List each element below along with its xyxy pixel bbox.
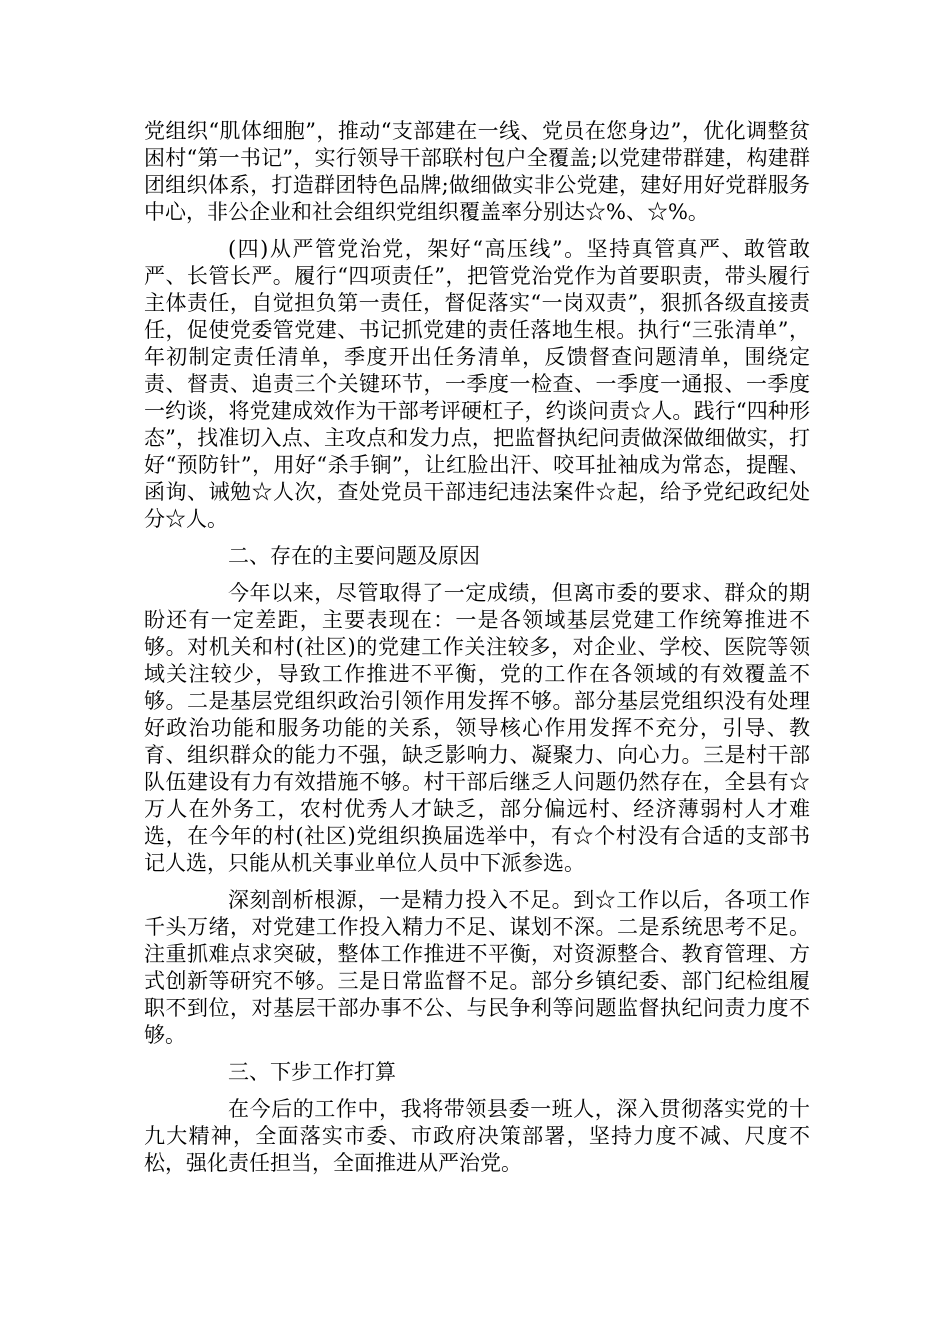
document-page [144,118,810,1187]
section-heading-3: 三、下步工作打算 [228,1060,396,1084]
body-paragraph-2: (四)从严管党治党，架好“高压线”。坚持真管真严、敢管敢严、长管长严。履行“四项责任”，把管党治党作为首要职责，带头履行主体责任，自觉担负第一责任，督促落实“一岗双责”，狠抓各级直接责任，促使党委管党建、书记抓党建的责任落地生根。执行“三张清单”，年初制定责任清单，季度开出任务清单，反馈督查问题清单，围绕定责、督责、追责三个关键环节，一季度一检查、一季度一通报、一季度一约谈，将党建成效作为干部考评硬杠子，约谈问责☆人。践行“四种形态”，找准切入点、主攻点和发力点，把监督执纪问责做深做细做实，打好“预防针”，用好“杀手锏”，让红脸出汗、咬耳扯袖成为常态，提醒、函询、诫勉☆人次，查处党员干部违纪违法案件☆起，给予党纪政纪处分☆人。 [144,237,810,531]
body-paragraph-3: 今年以来，尽管取得了一定成绩，但离市委的要求、群众的期盼还有一定差距，主要表现在：一是各领域基层党建工作统筹推进不够。对机关和村(社区)的党建工作关注较多，对企业、学校、医院等领域关注较少，导致工作推进不平衡，党的工作在各领域的有效覆盖不够。二是基层党组织政治引领作用发挥不够。部分基层党组织没有处理好政治功能和服务功能的关系，领导核心作用发挥不充分，引导、教育、组织群众的能力不强，缺乏影响力、凝聚力、向心力。三是村干部队伍建设有力有效措施不够。村干部后继乏人问题仍然存在，全县有☆万人在外务工，农村优秀人才缺乏，部分偏远村、经济薄弱村人才难选，在今年的村(社区)党组织换届选举中，有☆个村没有合适的支部书记人选，只能从机关事业单位人员中下派参选。 [144,581,810,875]
body-paragraph-5: 在今后的工作中，我将带领县委一班人，深入贯彻落实党的十九大精神，全面落实市委、市政府决策部署，坚持力度不减、尺度不松，强化责任担当，全面推进从严治党。 [144,1097,810,1175]
body-paragraph-1: 党组织“肌体细胞”，推动“支部建在一线、党员在您身边”，优化调整贫困村“第一书记”，实行领导干部联村包户全覆盖;以党建带群建，构建群团组织体系，打造群团特色品牌;做细做实非公党建，建好用好党群服务中心，非公企业和社会组织党组织覆盖率分别达☆%、☆%。 [144,119,810,224]
section-heading-2: 二、存在的主要问题及原因 [228,544,480,568]
body-paragraph-4: 深刻剖析根源，一是精力投入不足。到☆工作以后，各项工作千头万绪，对党建工作投入精力不足、谋划不深。二是系统思考不足。注重抓难点求突破，整体工作推进不平衡，对资源整合、教育管理、方式创新等研究不够。三是日常监督不足。部分乡镇纪委、部门纪检组履职不到位，对基层干部办事不公、与民争利等问题监督执纪问责力度不够。 [144,888,810,1047]
